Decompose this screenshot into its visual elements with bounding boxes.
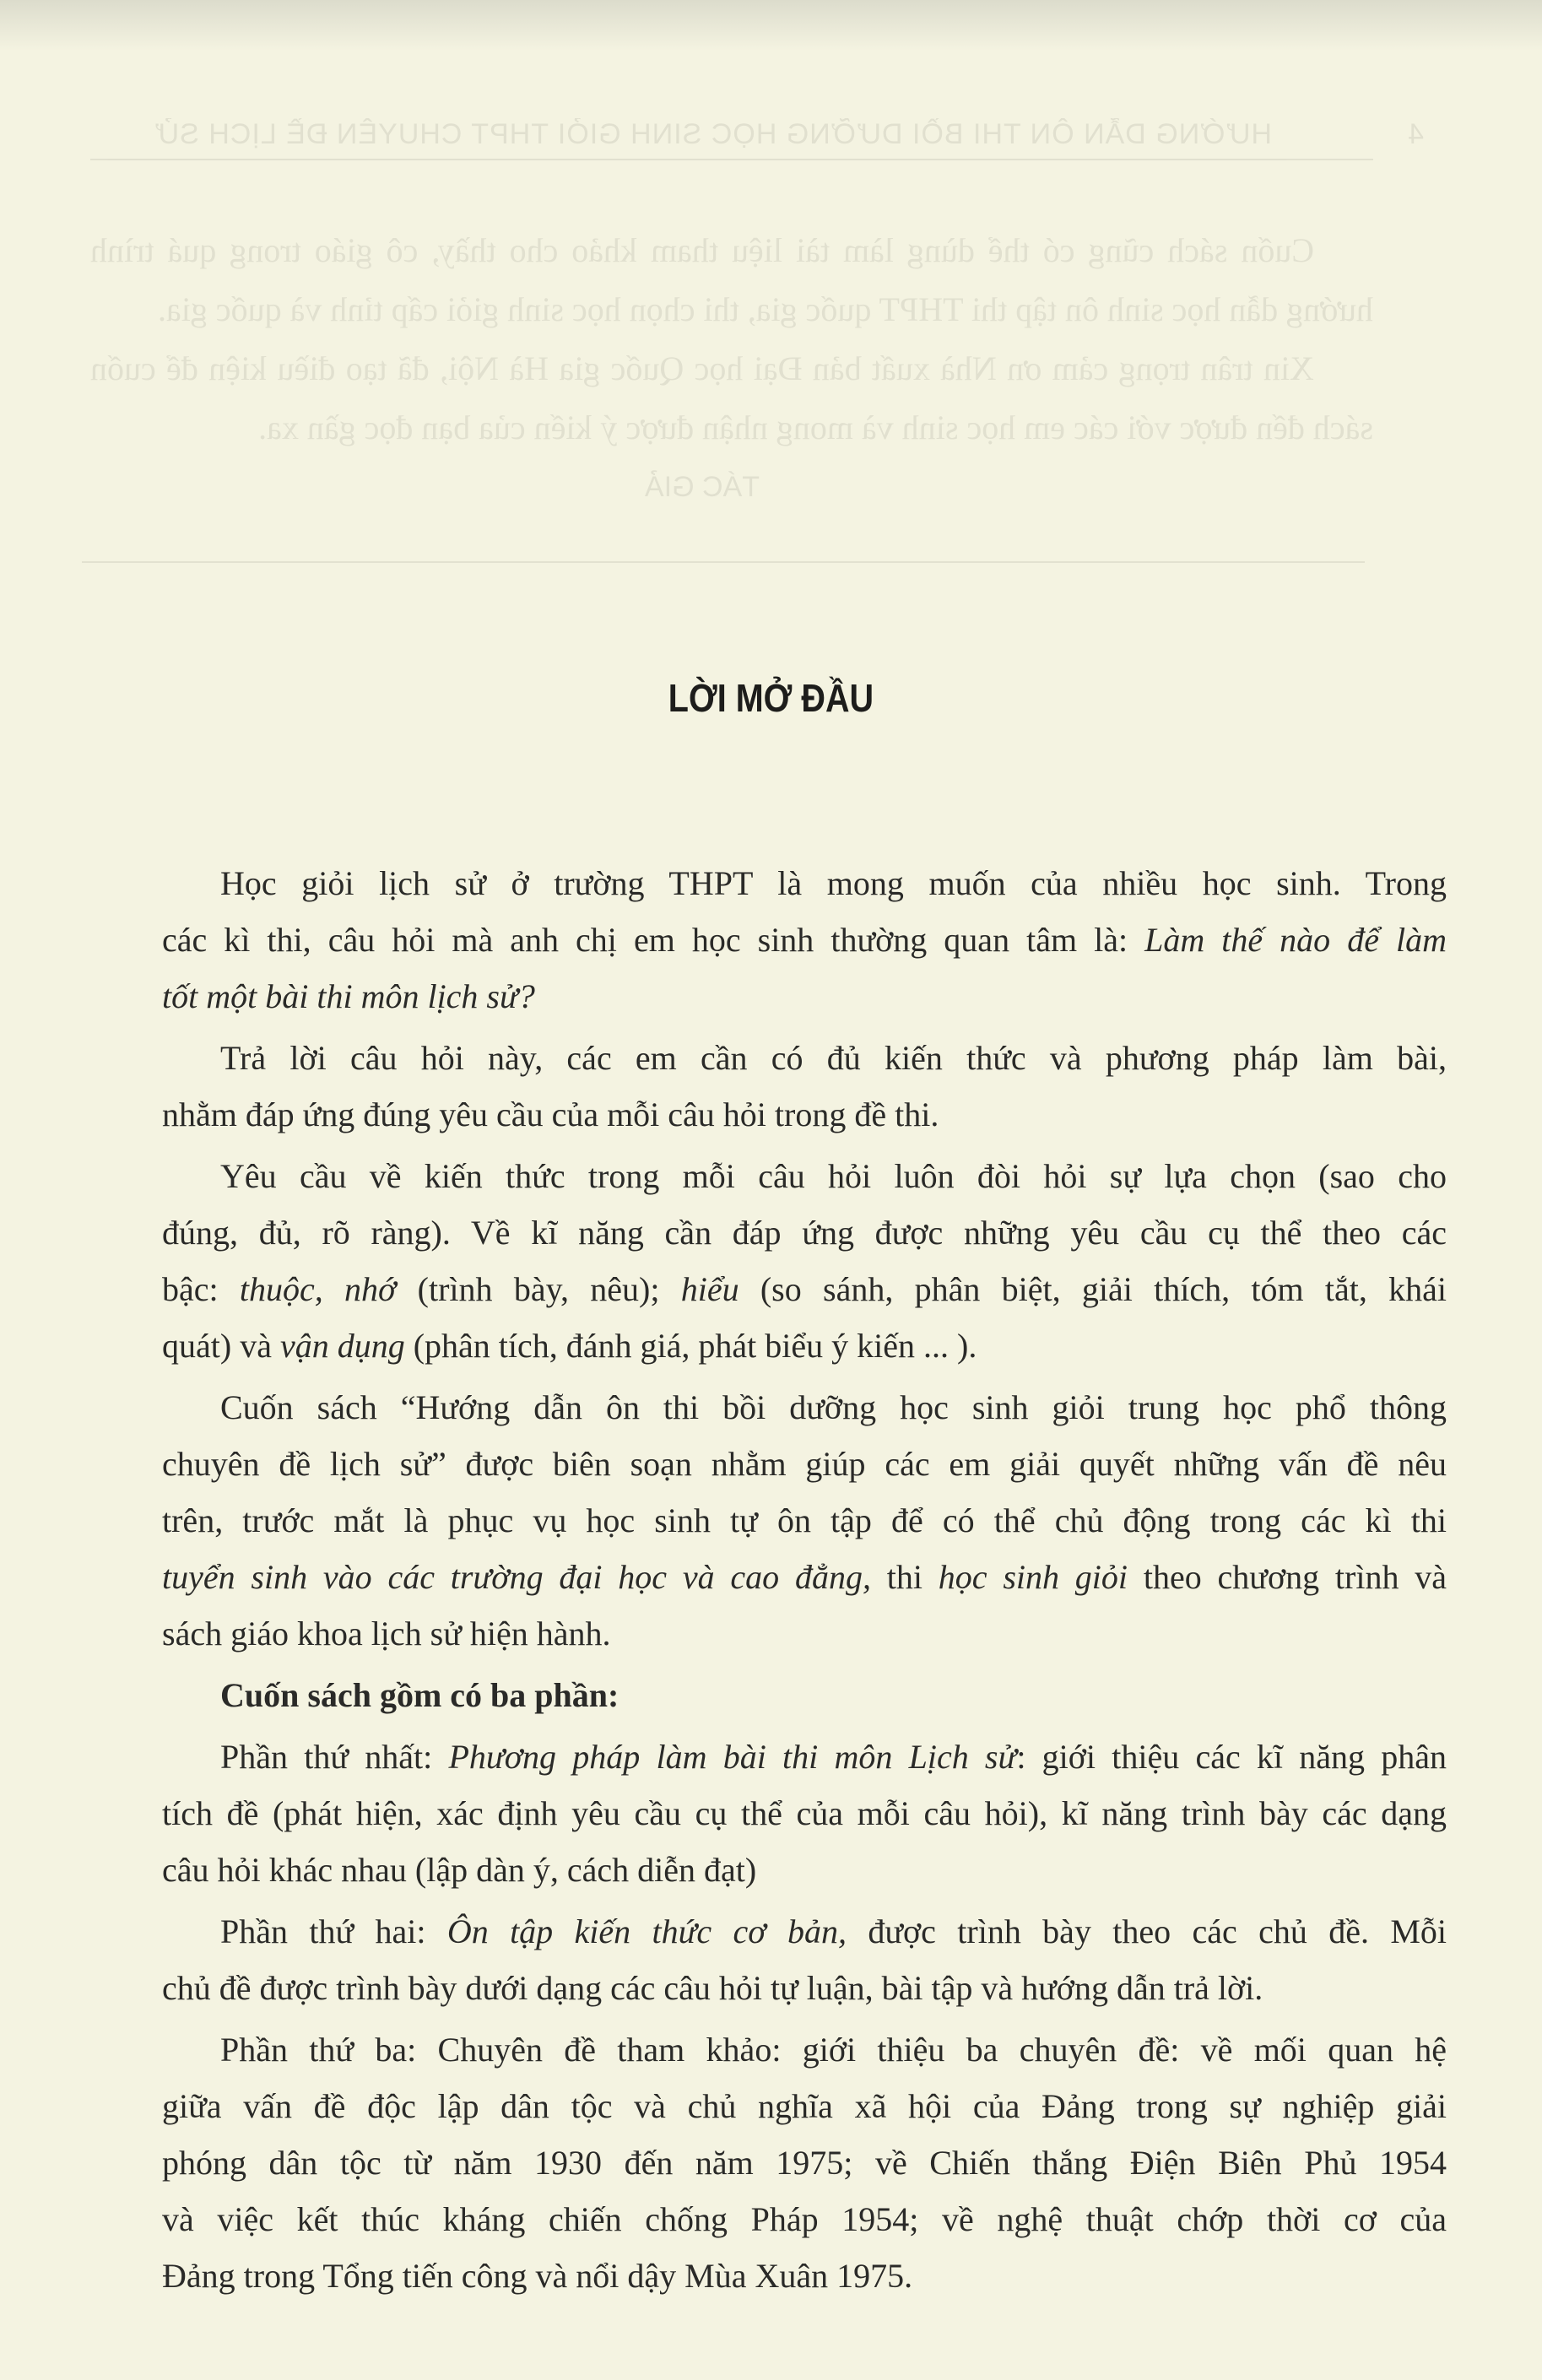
text-run: nhằm đáp ứng đúng yêu cầu của mỗi câu hỏi trong đề thi.	[162, 1095, 939, 1133]
text-run: các kì thi, câu hỏi mà anh chị em học sinh thường quan tâm là:	[162, 921, 1145, 959]
bold-text: Cuốn sách gồm có ba phần:	[220, 1676, 620, 1714]
text-run: phóng dân tộc từ năm 1930 đến năm 1975; về Chiến thắng Điện Biên Phủ 1954	[162, 2144, 1447, 2182]
text-run: chủ đề được trình bày dưới dạng các câu hỏi tự luận, bài tập và hướng dẫn trả lời.	[162, 1969, 1263, 2007]
italic-text: học sinh giỏi	[938, 1558, 1128, 1596]
body-text	[162, 855, 1447, 2309]
text-line	[162, 1549, 1447, 1605]
text-line	[162, 1317, 1447, 1374]
text-run: được trình bày theo các chủ đề. Mỗi	[847, 1912, 1447, 1950]
paragraph	[162, 1148, 1447, 1374]
text-line	[162, 1842, 1447, 1898]
text-run: câu hỏi khác nhau (lập dàn ý, cách diễn đạt)	[162, 1851, 757, 1889]
text-line	[162, 1960, 1447, 2016]
text-line	[162, 911, 1447, 968]
text-run: giữa vấn đề độc lập dân tộc và chủ nghĩa xã hội của Đảng trong sự nghiệp giải	[162, 2087, 1447, 2125]
text-run: Phần thứ hai:	[220, 1912, 447, 1950]
text-line	[162, 1148, 1447, 1204]
text-line	[162, 1030, 1447, 1086]
text-run: Yêu cầu về kiến thức trong mỗi câu hỏi luôn đòi hỏi sự lựa chọn (sao cho	[220, 1157, 1447, 1195]
bleed-running-header	[90, 118, 1424, 151]
bleed-page-number: 4	[1407, 118, 1424, 150]
text-line	[162, 968, 1447, 1025]
italic-text: Làm thế nào để làm	[1144, 921, 1447, 959]
text-line	[162, 1605, 1447, 1662]
text-line	[162, 1903, 1447, 1960]
bleed-signature: TÁC GIẢ	[644, 471, 760, 503]
paragraph	[162, 1903, 1447, 2016]
text-run: Trả lời câu hỏi này, các em cần có đủ kiến thức và phương pháp làm bài,	[220, 1039, 1447, 1077]
text-run: theo chương trình và	[1128, 1558, 1447, 1596]
text-run: Học giỏi lịch sử ở trường THPT là mong muốn của nhiều học sinh. Trong	[220, 864, 1447, 902]
paragraph	[162, 1030, 1447, 1143]
italic-text: Phương pháp làm bài thi môn Lịch sử	[448, 1738, 1017, 1776]
paragraph	[162, 1667, 1447, 1723]
text-run: trên, trước mắt là phục vụ học sinh tự ôn tập để có thể chủ động trong các kì thi	[162, 1501, 1447, 1539]
text-run: và việc kết thúc kháng chiến chống Pháp 1954; về nghệ thuật chớp thời cơ của	[162, 2200, 1447, 2238]
text-line	[162, 1261, 1447, 1317]
text-run: Phần thứ nhất:	[220, 1738, 449, 1776]
text-run: bậc:	[162, 1270, 240, 1308]
text-run: : giới thiệu các kĩ năng phân	[1016, 1738, 1447, 1776]
bleed-paragraph: Xin trân trọng cảm ơn Nhà xuất bản Đại học Quốc gia Hà Nội, đã tạo điều kiện để cuốn sách đến được với các em học sinh và mong nhận được ý kiến của bạn đọc gần xa.	[90, 349, 1373, 446]
text-run: Đảng trong Tổng tiến công và nổi dậy Mùa Xuân 1975.	[162, 2257, 913, 2295]
bleed-body	[90, 221, 1373, 517]
text-run: (trình bày, nêu);	[396, 1270, 681, 1308]
text-line	[162, 2191, 1447, 2247]
text-line	[162, 1086, 1447, 1143]
text-line	[162, 1667, 1447, 1723]
paragraph	[162, 1728, 1447, 1898]
text-line	[162, 2134, 1447, 2191]
text-line	[162, 855, 1447, 911]
paragraph	[162, 2021, 1447, 2304]
text-run: tích đề (phát hiện, xác định yêu cầu cụ thể của mỗi câu hỏi), kĩ năng trình bày các dạng	[162, 1794, 1447, 1832]
text-run: sách giáo khoa lịch sử hiện hành.	[162, 1615, 611, 1652]
paragraph	[162, 1379, 1447, 1662]
bleed-header-text: HƯỚNG DẪN ÔN THI BỒI DƯỠNG HỌC SINH GIỎI THPT CHUYÊN ĐỀ LỊCH SỬ	[154, 118, 1272, 150]
text-run: Cuốn sách “Hướng dẫn ôn thi bồi dưỡng học sinh giỏi trung học phổ thông	[220, 1388, 1447, 1426]
bleed-paragraph: Cuốn sách cũng có thể dùng làm tài liệu tham khảo cho thầy, cô giáo trong quá trình hướng dẫn học sinh ôn tập thi THPT quốc gia, thi chọn học sinh giỏi cấp tỉnh và quốc gia.	[90, 231, 1373, 328]
italic-text: vận dụng	[279, 1327, 405, 1365]
bleed-through-reverse-page	[0, 0, 1542, 760]
italic-text: tuyển sinh vào các trường đại học và cao đẳng,	[162, 1558, 871, 1596]
text-line	[162, 1379, 1447, 1436]
italic-text: thuộc, nhớ	[239, 1270, 397, 1308]
text-line	[162, 1492, 1447, 1549]
italic-text: hiểu	[680, 1270, 739, 1308]
text-run: đúng, đủ, rõ ràng). Về kĩ năng cần đáp ứng được những yêu cầu cụ thể theo các	[162, 1214, 1447, 1252]
text-run: (so sánh, phân biệt, giải thích, tóm tắt, khái	[739, 1270, 1447, 1308]
text-run: quát) và	[162, 1327, 280, 1365]
text-run: thi	[870, 1558, 939, 1596]
page-title	[0, 675, 1542, 721]
text-line	[162, 1785, 1447, 1842]
text-run: chuyên đề lịch sử” được biên soạn nhằm giúp các em giải quyết những vấn đề nêu	[162, 1445, 1447, 1483]
paragraph	[162, 855, 1447, 1025]
text-run: Phần thứ ba: Chuyên đề tham khảo: giới thiệu ba chuyên đề: về mối quan hệ	[220, 2031, 1447, 2069]
text-line	[162, 1204, 1447, 1261]
italic-text: tốt một bài thi môn lịch sử?	[162, 977, 535, 1015]
italic-text: Ôn tập kiến thức cơ bản,	[446, 1912, 847, 1950]
text-line	[162, 1728, 1447, 1785]
bleed-header-rule	[90, 159, 1373, 160]
text-line	[162, 2247, 1447, 2304]
text-run: (phân tích, đánh giá, phát biểu ý kiến ... ).	[404, 1327, 977, 1365]
page-title-text: LỜI MỞ ĐẦU	[668, 676, 874, 720]
text-line	[162, 2021, 1447, 2078]
text-line	[162, 2078, 1447, 2134]
bleed-section-rule	[82, 561, 1365, 563]
text-line	[162, 1436, 1447, 1492]
